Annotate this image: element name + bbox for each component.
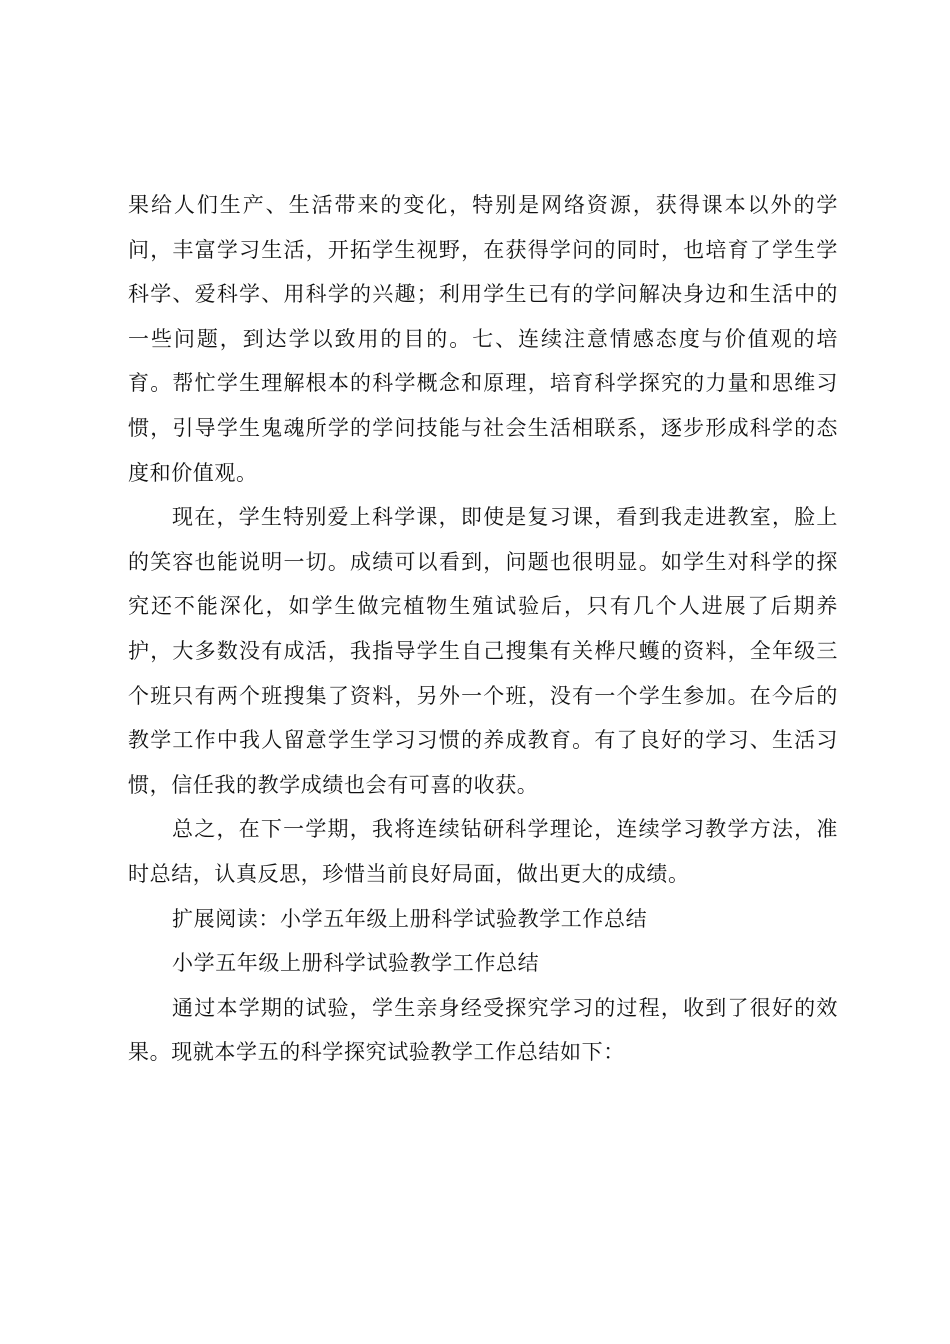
paragraph-student-progress: 现在，学生特别爱上科学课，即使是复习课，看到我走进教室，脸上的笑容也能说明一切。成绩可以看到，问题也很明显。如学生对科学的探究还不能深化，如学生做完植物生殖试验后，只有几个人进展了后期养护，大多数没有成活，我指导学生自己搜集有关桦尺蠖的资料，全年级三个班只有两个班搜集了资料，另外一个班，没有一个学生参加。在今后的教学工作中我人留意学生学习习惯的养成教育。有了良好的学习、生活习惯，信任我的教学成绩也会有可喜的收获。 xyxy=(128,505,838,797)
paragraph-section-title: 小学五年级上册科学试验教学工作总结 xyxy=(172,951,540,976)
paragraph-conclusion: 总之，在下一学期，我将连续钻研科学理论，连续学习教学方法，准时总结，认真反思，珍惜当前良好局面，做出更大的成绩。 xyxy=(128,817,838,886)
document-body xyxy=(128,183,838,1075)
paragraph-continuation: 果给人们生产、生活带来的变化，特别是网络资源，获得课本以外的学问，丰富学习生活，开拓学生视野，在获得学问的同时，也培育了学生学科学、爱科学、用科学的兴趣；利用学生已有的学问解决身边和生活中的一些问题，到达学以致用的目的。七、连续注意情感态度与价值观的培育。帮忙学生理解根本的科学概念和原理，培育科学探究的力量和思维习惯，引导学生鬼魂所学的学问技能与社会生活相联系，逐步形成科学的态度和价值观。 xyxy=(128,193,838,485)
paragraph-extended-reading: 扩展阅读：小学五年级上册科学试验教学工作总结 xyxy=(172,906,648,931)
paragraph-intro: 通过本学期的试验，学生亲身经受探究学习的过程，收到了很好的效果。现就本学五的科学探究试验教学工作总结如下： xyxy=(128,995,838,1065)
